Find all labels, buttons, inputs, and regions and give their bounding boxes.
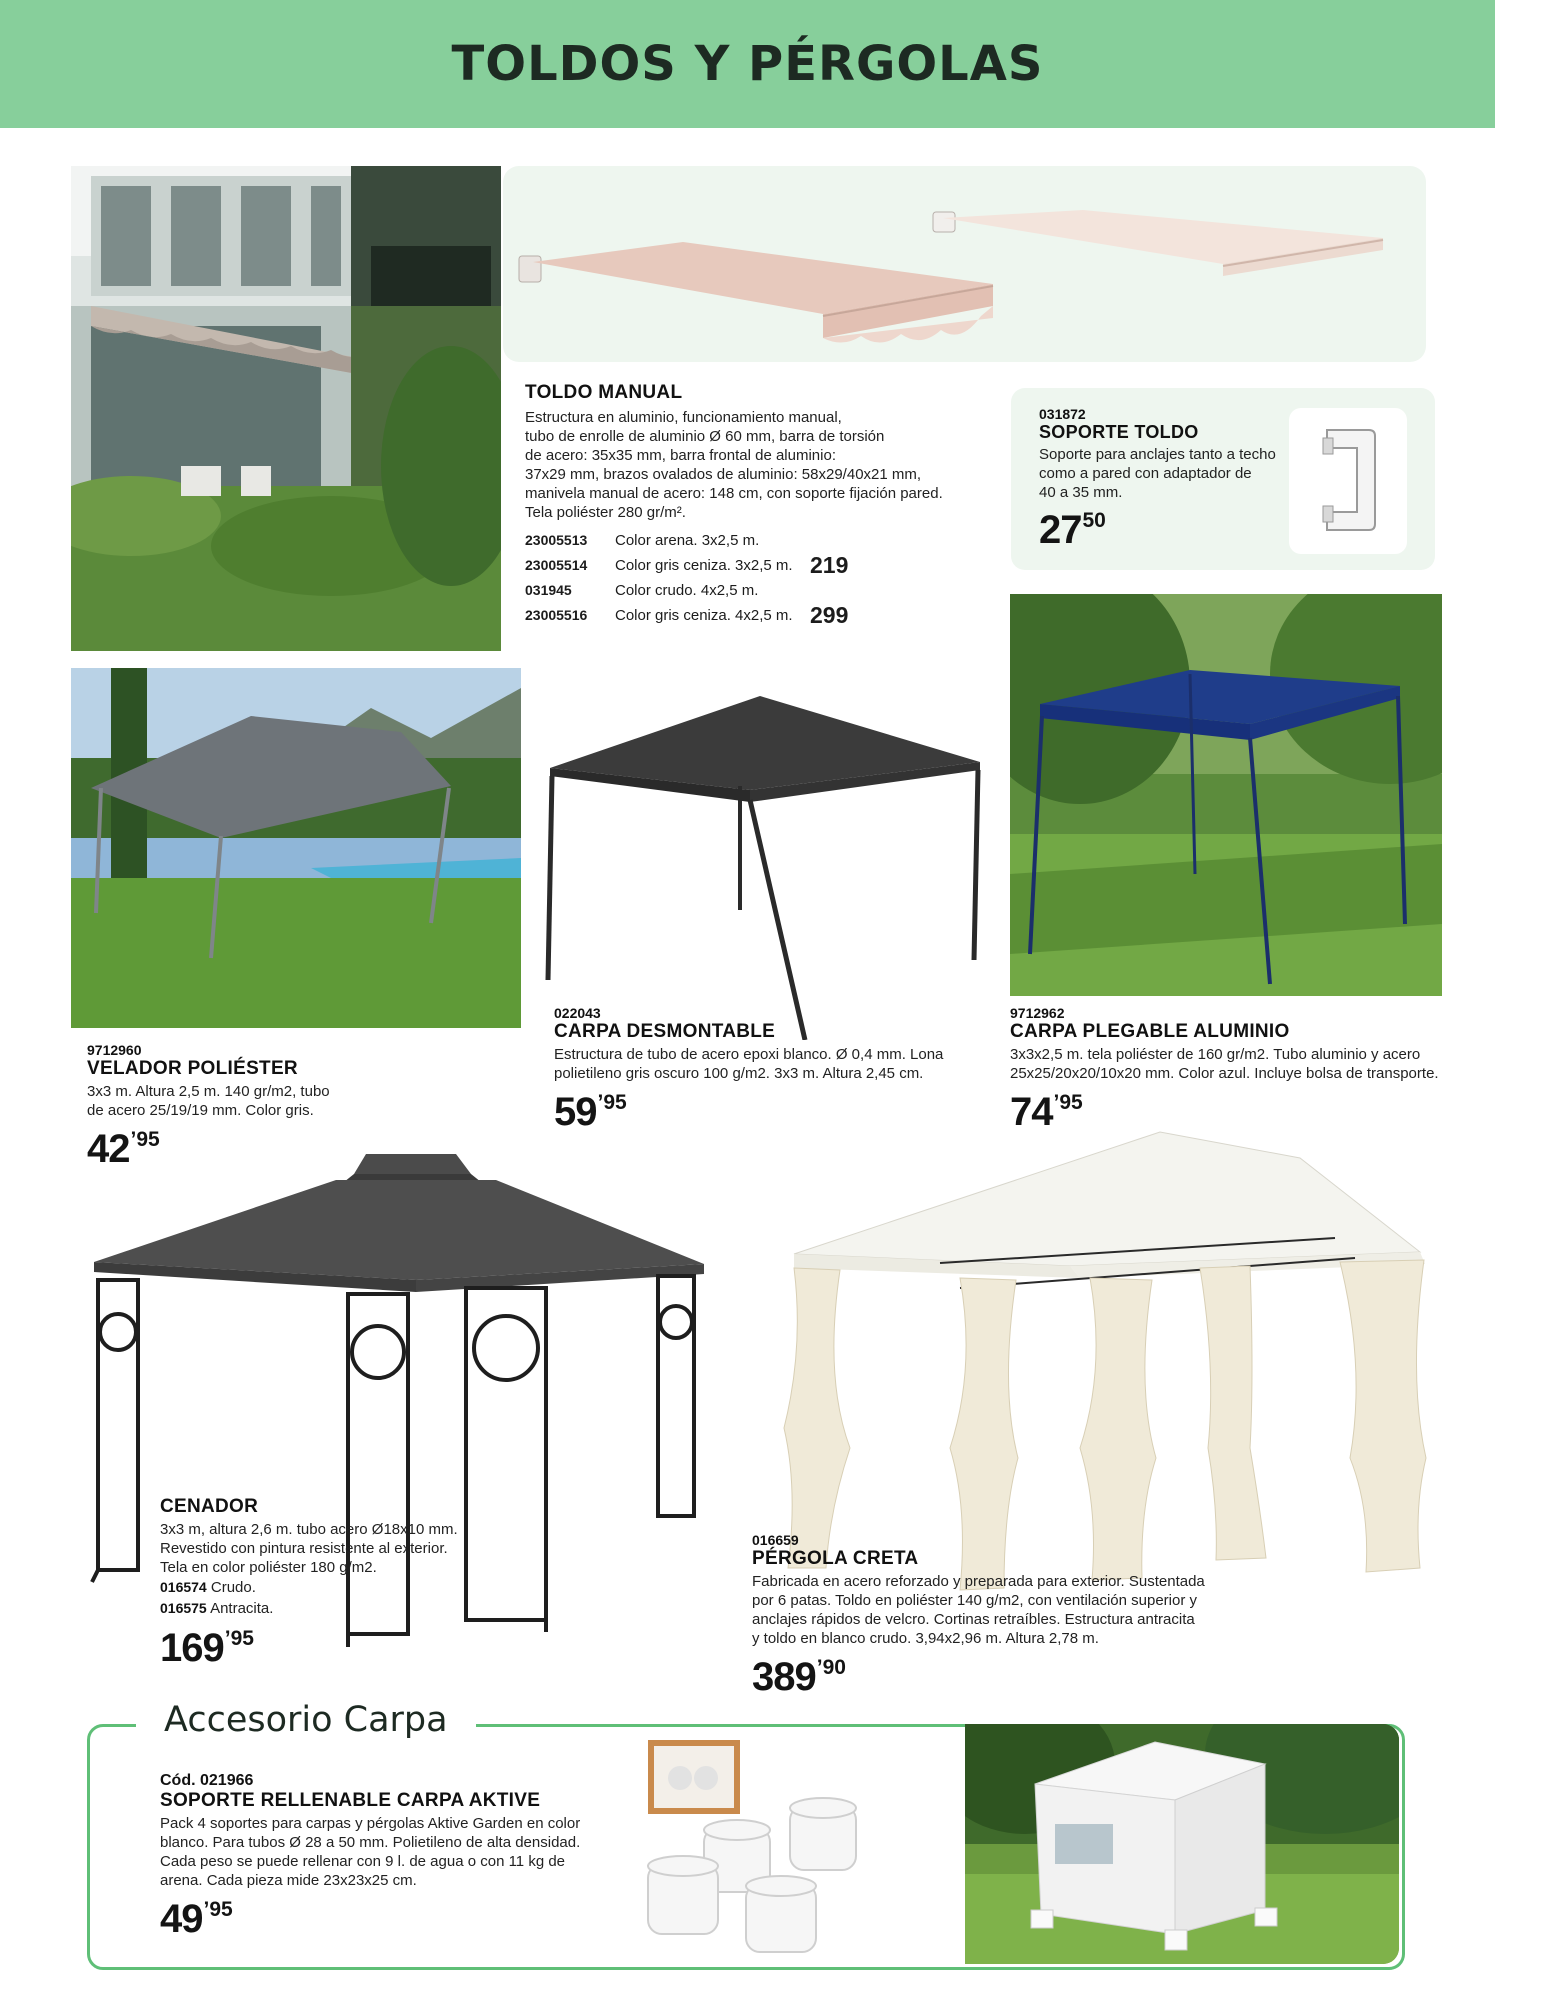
variant-row	[525, 603, 1005, 628]
desc-line: Estructura en aluminio, funcionamiento manual,	[525, 409, 842, 426]
price-decimals: ’95	[224, 1627, 254, 1650]
variant-label: Color gris ceniza. 3x2,5 m.	[615, 557, 793, 574]
variant-row	[525, 528, 1005, 553]
product-price	[160, 1619, 490, 1677]
accesorio-section-title: Accesorio Carpa	[136, 1700, 476, 1740]
desc-line: de acero 25/19/19 mm. Color gris.	[87, 1102, 314, 1119]
price-integer: 169	[160, 1626, 224, 1670]
price-integer: 49	[160, 1897, 203, 1941]
toldo-variants	[525, 528, 1005, 628]
tent-weights-photo	[640, 1736, 880, 1960]
desc-line: Estructura de tubo de acero epoxi blanco. Ø 0,4 mm. Lona	[554, 1046, 944, 1063]
product-price	[1039, 502, 1299, 558]
variant-code: 23005514	[525, 557, 588, 573]
product-description	[752, 1572, 1222, 1648]
product-description	[554, 1045, 994, 1083]
desc-line: 3x3 m. Altura 2,5 m. 140 gr/m2, tubo	[87, 1083, 330, 1100]
variant-label: Color gris ceniza. 4x2,5 m.	[615, 607, 793, 624]
soporte-toldo-info	[1039, 406, 1299, 558]
price-decimals: ’90	[816, 1656, 846, 1679]
cenador-variants	[160, 1577, 490, 1619]
product-description	[160, 1520, 490, 1577]
carpa-plegable-info	[1010, 1005, 1450, 1141]
desc-line: Soporte para anclajes tanto a techo	[1039, 446, 1276, 463]
desc-line: por 6 patas. Toldo en poliéster 140 g/m2, con ventilación superior y	[752, 1592, 1197, 1609]
desc-line: blanco. Para tubos Ø 28 a 50 mm. Polietileno de alta densidad.	[160, 1834, 581, 1851]
variant-row	[525, 553, 1005, 578]
accesorio-info	[160, 1772, 630, 1948]
desc-line: Fabricada en acero reforzado y preparada para exterior. Sustentada	[752, 1573, 1205, 1590]
tent-garden-photo	[965, 1724, 1399, 1964]
desc-line: Tela poliéster 280 gr/m².	[525, 504, 686, 521]
velador-photo	[71, 668, 521, 1028]
desc-line: 25x25/20x20/10x20 mm. Color azul. Incluye bolsa de transporte.	[1010, 1065, 1439, 1082]
product-code: 031872	[1039, 406, 1086, 422]
carpa-desmontable-info	[554, 1005, 994, 1141]
carpa-desmontable-photo	[540, 690, 990, 1040]
price-integer: 27	[1039, 508, 1082, 552]
toldo-product-panel	[503, 166, 1426, 362]
variant-row	[525, 578, 1005, 603]
pergola-creta-photo	[780, 1128, 1440, 1598]
desc-line: anclajes rápidos de velcro. Cortinas retraíbles. Estructura antracita	[752, 1611, 1195, 1628]
desc-line: 37x29 mm, brazos ovalados de aluminio: 58x29/40x21 mm,	[525, 466, 922, 483]
product-name: SOPORTE RELLENABLE CARPA AKTIVE	[160, 1790, 541, 1811]
product-name: VELADOR POLIÉSTER	[87, 1058, 298, 1079]
product-code: 022043	[554, 1005, 601, 1021]
product-price	[752, 1648, 1222, 1706]
variant-price: 299	[810, 602, 849, 628]
variant-label: Color crudo. 4x2,5 m.	[615, 582, 759, 599]
cenador-info	[160, 1496, 490, 1677]
variant-code: 031945	[525, 582, 572, 598]
desc-line: Cada peso se puede rellenar con 9 l. de agua o con 11 kg de	[160, 1853, 566, 1870]
desc-line: manivela manual de acero: 148 cm, con soporte fijación pared.	[525, 485, 943, 502]
price-integer: 59	[554, 1090, 597, 1134]
product-name: CARPA DESMONTABLE	[554, 1021, 776, 1042]
product-code: Cód. 021966	[160, 1772, 254, 1789]
variant-row	[160, 1598, 490, 1619]
variant-price: 219	[810, 552, 849, 578]
toldo-manual-description	[525, 408, 1005, 522]
product-code: 9712962	[1010, 1005, 1065, 1021]
product-name: CENADOR	[160, 1496, 259, 1517]
product-code: 9712960	[87, 1042, 142, 1058]
variant-code: 016574	[160, 1579, 207, 1595]
price-decimals: ’95	[130, 1128, 160, 1151]
desc-line: y toldo en blanco crudo. 3,94x2,96 m. Altura 2,78 m.	[752, 1630, 1099, 1647]
toldo-manual-name: TOLDO MANUAL	[525, 382, 683, 403]
desc-line: 3x3 m, altura 2,6 m. tubo acero Ø18x10 mm.	[160, 1521, 458, 1538]
price-integer: 42	[87, 1127, 130, 1171]
variant-label: Antracita.	[210, 1600, 274, 1617]
product-name: SOPORTE TOLDO	[1039, 422, 1199, 442]
soporte-toldo-card	[1011, 388, 1435, 570]
product-name: PÉRGOLA CRETA	[752, 1548, 919, 1569]
variant-label: Crudo.	[210, 1579, 256, 1596]
desc-line: Tela en color poliéster 180 g/m2.	[160, 1559, 377, 1576]
price-decimals: ’95	[597, 1091, 627, 1114]
product-description	[87, 1082, 387, 1120]
carpa-plegable-photo	[1010, 594, 1442, 996]
product-description	[160, 1814, 630, 1890]
toldo-manual-info	[525, 382, 1005, 628]
price-decimals: ’95	[1053, 1091, 1083, 1114]
desc-line: como a pared con adaptador de	[1039, 465, 1252, 482]
desc-line: polietileno gris oscuro 100 g/m2. 3x3 m. Altura 2,45 cm.	[554, 1065, 924, 1082]
desc-line: de acero: 35x35 mm, barra frontal de aluminio:	[525, 447, 836, 464]
bracket-photo	[1289, 408, 1407, 554]
toldo-house-photo	[71, 166, 501, 651]
product-description	[1010, 1045, 1450, 1083]
page-header	[0, 0, 1495, 128]
desc-line: Revestido con pintura resistente al exterior.	[160, 1540, 448, 1557]
page-title: TOLDOS Y PÉRGOLAS	[451, 36, 1044, 92]
desc-line: arena. Cada pieza mide 23x23x25 cm.	[160, 1872, 417, 1889]
pergola-creta-info	[752, 1532, 1222, 1706]
product-name: CARPA PLEGABLE ALUMINIO	[1010, 1021, 1290, 1042]
desc-line: 40 a 35 mm.	[1039, 484, 1123, 501]
desc-line: Pack 4 soportes para carpas y pérgolas Aktive Garden en color	[160, 1815, 581, 1832]
price-decimals: 50	[1082, 509, 1106, 532]
desc-line: tubo de enrolle de aluminio Ø 60 mm, barra de torsión	[525, 428, 885, 445]
variant-code: 23005516	[525, 607, 588, 623]
price-integer: 74	[1010, 1090, 1053, 1134]
product-description	[1039, 445, 1299, 502]
variant-row	[160, 1577, 490, 1598]
desc-line: 3x3x2,5 m. tela poliéster de 160 gr/m2. Tubo aluminio y acero	[1010, 1046, 1421, 1063]
price-integer: 389	[752, 1655, 816, 1699]
product-code: 016659	[752, 1532, 799, 1548]
product-price	[160, 1890, 630, 1948]
variant-label: Color arena. 3x2,5 m.	[615, 532, 760, 549]
variant-code: 23005513	[525, 532, 588, 548]
variant-code: 016575	[160, 1600, 207, 1616]
price-decimals: ’95	[203, 1898, 233, 1921]
